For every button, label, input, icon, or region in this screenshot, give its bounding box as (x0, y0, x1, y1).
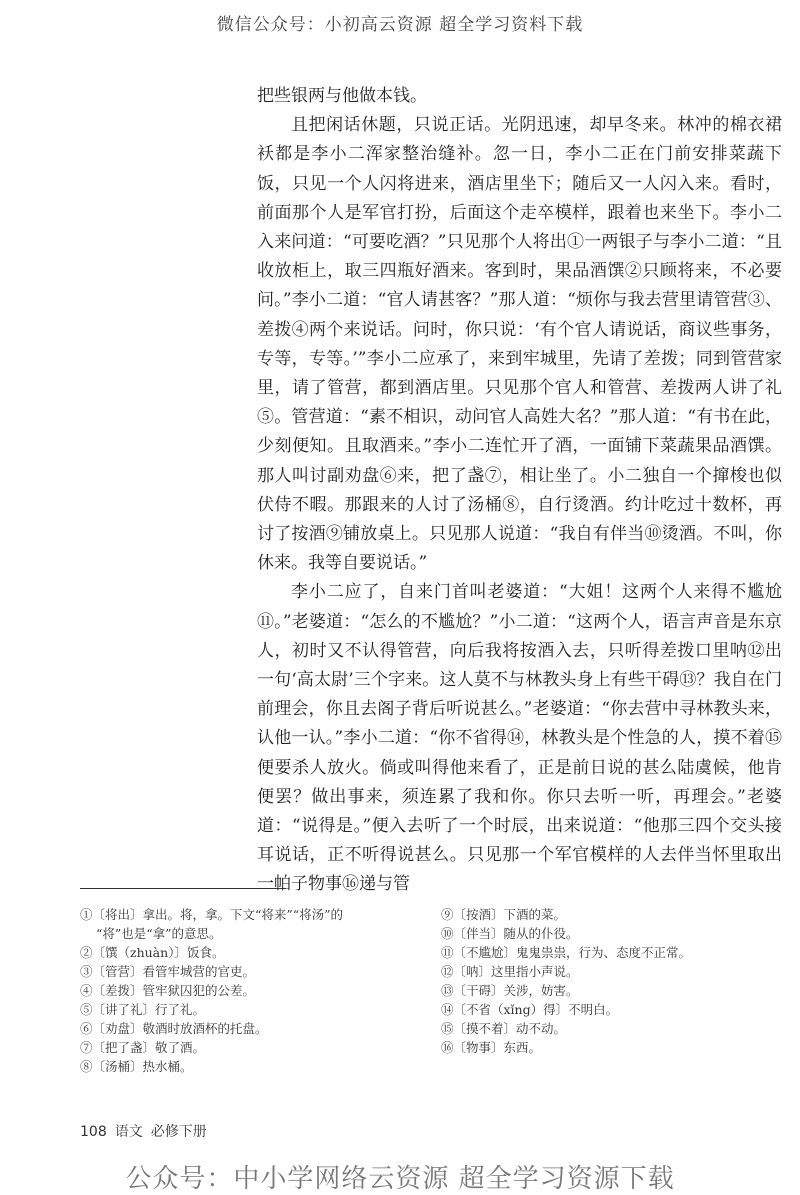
watermark-header: 微信公众号：小初高云资源 超全学习资料下载 (216, 15, 584, 35)
footnote-9: ⑨〔按酒〕下酒的菜。 (441, 907, 567, 922)
footnote-10: ⑩〔伴当〕随从的仆役。 (441, 926, 579, 941)
paragraph-1: 把些银两与他做本钱。 (257, 86, 427, 106)
footnote-4: ④〔差拨〕管牢狱囚犯的公差。 (80, 983, 256, 998)
footnote-2: ②〔馔（zhuàn）〕饭食。 (80, 945, 225, 960)
footnote-1-line2: “将”也是“拿”的意思。 (96, 926, 222, 941)
main-text (257, 82, 782, 900)
subject: 语文 (114, 1124, 143, 1140)
footnotes-right (441, 905, 761, 1057)
page-footer (80, 1121, 215, 1141)
volume: 必修下册 (150, 1124, 207, 1140)
footnote-6: ⑥〔劝盘〕敬酒时放酒杯的托盘。 (80, 1021, 268, 1036)
footnote-16: ⑯〔物事〕东西。 (441, 1040, 542, 1055)
footnote-11: ⑪〔不尴尬〕鬼鬼祟祟，行为、态度不正常。 (441, 945, 692, 960)
paragraph-2: 且把闲话休题，只说正话。光阴迅速，却早冬来。林冲的棉衣裙袄都是李小二浑家整治缝补。忽一日，李小二正在门前安排菜蔬下饭，只见一个人闪将进来，酒店里坐下；随后又一人闪入来。看时，前面那个人是军官打扮，后面这个走卒模样，跟着也来坐下。李小二入来问道：“可要吃酒？”只见那个人将出①一两银子与李小二道：“且收放柜上，取三四瓶好酒来。客到时，果品酒馔②只顾将来，不必要问。”李小二道：“官人请甚客？”那人道：“烦你与我去营里请管营③、差拨④两个来说话。问时，你只说：‘有个官人请说话，商议些事务，专等，专等。’”李小二应承了，来到牢城里，先请了差拨；同到管营家里，请了管营，都到酒店里。只见那个官人和管营、差拨两人讲了礼⑤。管营道：“素不相识，动问官人高姓大名？”那人道：“有书在此，少刻便知。且取酒来。”李小二连忙开了酒，一面铺下菜蔬果品酒馔。那人叫讨副劝盘⑥来，把了盏⑦，相让坐了。小二独自一个撺梭也似伏侍不暇。那跟来的人讨了汤桶⑧，自行烫酒。约计吃过十数杯，再讨了按酒⑨铺放桌上。只见那人说道：“我自有伴当⑩烫酒。不叫，你休来。我等自要说话。” (257, 115, 782, 574)
footnote-divider (80, 888, 286, 889)
footnote-1 (80, 905, 410, 943)
watermark-footer: 公众号：中小学网络云资源 超全学习资源下载 (125, 1164, 675, 1194)
footnote-3: ③〔管营〕看管牢城营的官吏。 (80, 964, 256, 979)
footnote-12: ⑫〔呐〕这里指小声说。 (441, 964, 579, 979)
footnote-7: ⑦〔把了盏〕敬了酒。 (80, 1040, 206, 1055)
footnote-14: ⑭〔不省（xǐng）得〕不明白。 (441, 1002, 619, 1017)
footnote-13: ⑬〔干碍〕关涉，妨害。 (441, 983, 579, 998)
footnotes-left (80, 905, 410, 1076)
footnote-1-line1: ①〔将出〕拿出。将，拿。下文“将来”“将汤”的 (80, 907, 344, 922)
page-number: 108 (80, 1124, 107, 1140)
paragraph-3: 李小二应了，自来门首叫老婆道：“大姐！这两个人来得不尴尬⑪。”老婆道：“怎么的不尴尬？”小二道：“这两个人，语言声音是东京人，初时又不认得管营，向后我将按酒入去，只听得差拨口里呐⑫出一句‘高太尉’三个字来。这人莫不与林教头身上有些干碍⑬？我自在门前理会，你且去阁子背后听说甚么。”老婆道：“你去营中寻林教头来，认他一认。”李小二道：“你不省得⑭，林教头是个性急的人，摸不着⑮便要杀人放火。倘或叫得他来看了，正是前日说的甚么陆虞候，他肯便罢？做出事来，须连累了我和你。你只去听一听，再理会。”老婆道：“说得是。”便入去听了一个时辰，出来说道：“他那三四个交头接耳说话，正不听得说甚么。只见那一个军官模样的人去伴当怀里取出一帕子物事⑯递与管 (257, 582, 782, 895)
footnote-15: ⑮〔摸不着〕动不动。 (441, 1021, 567, 1036)
footnote-5: ⑤〔讲了礼〕行了礼。 (80, 1002, 206, 1017)
footnote-8: ⑧〔汤桶〕热水桶。 (80, 1059, 193, 1074)
